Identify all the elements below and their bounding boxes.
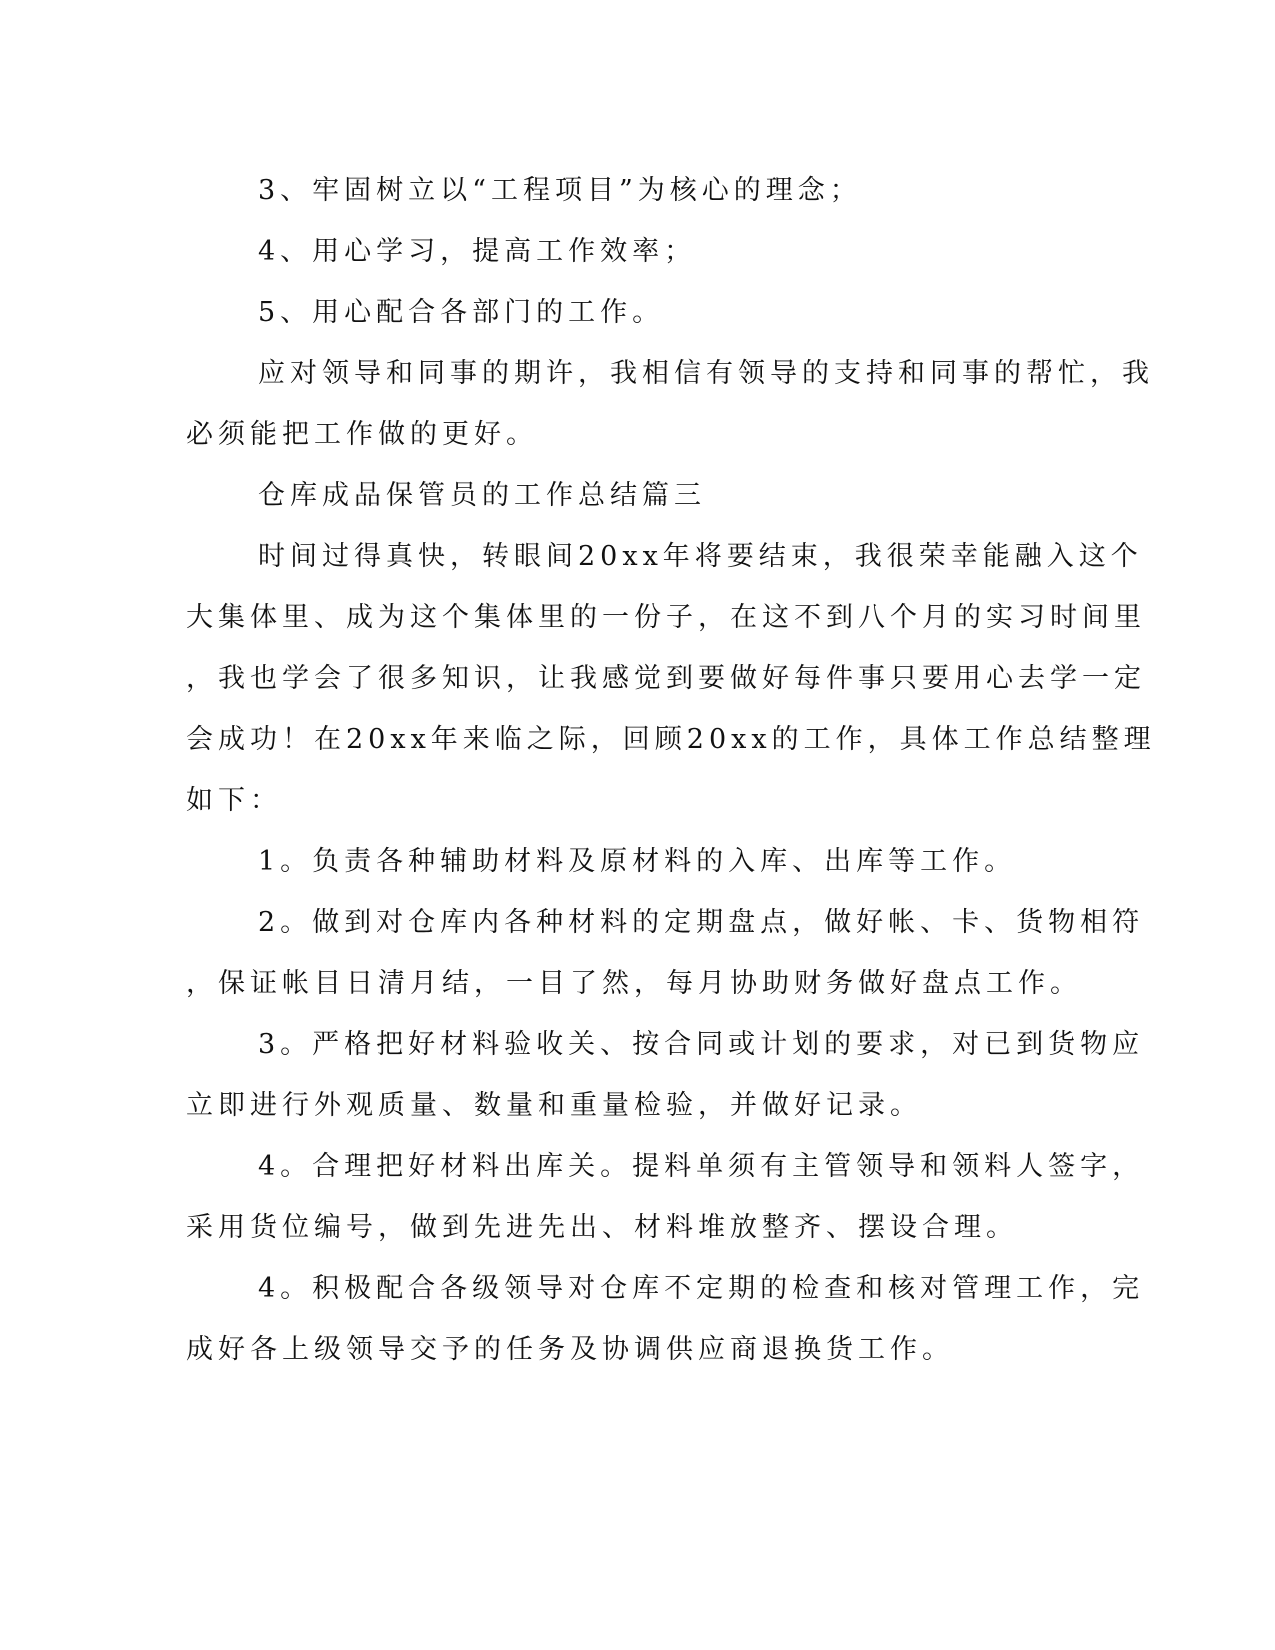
numbered-item-3-continued: 立即进行外观质量、数量和重量检验，并做好记录。 bbox=[186, 1090, 922, 1121]
list-item-4: 4、用心学习，提高工作效率； bbox=[258, 236, 697, 267]
numbered-item-4: 4。合理把好材料出库关。提料单须有主管领导和领料人签字， bbox=[258, 1151, 1145, 1182]
document-body bbox=[186, 160, 1156, 1380]
numbered-item-3: 3。严格把好材料验收关、按合同或计划的要求，对已到货物应 bbox=[258, 1029, 1145, 1060]
numbered-item-4-continued: 采用货位编号，做到先进先出、材料堆放整齐、摆设合理。 bbox=[186, 1212, 1018, 1243]
paragraph-line: 应对领导和同事的期许，我相信有领导的支持和同事的帮忙，我 bbox=[258, 358, 1154, 389]
list-item-3: 3、牢固树立以“工程项目”为核心的理念； bbox=[258, 175, 862, 206]
section-heading: 仓库成品保管员的工作总结篇三 bbox=[258, 480, 706, 511]
paragraph-line: 时间过得真快，转眼间20xx年将要结束，我很荣幸能融入这个 bbox=[258, 541, 1143, 572]
paragraph-line: ，我也学会了很多知识，让我感觉到要做好每件事只要用心去学一定 bbox=[186, 663, 1146, 694]
paragraph-line: 必须能把工作做的更好。 bbox=[186, 419, 538, 450]
numbered-item-4b: 4。积极配合各级领导对仓库不定期的检查和核对管理工作，完 bbox=[258, 1273, 1145, 1304]
numbered-item-4b-continued: 成好各上级领导交予的任务及协调供应商退换货工作。 bbox=[186, 1334, 954, 1365]
numbered-item-1: 1。负责各种辅助材料及原材料的入库、出库等工作。 bbox=[258, 846, 1017, 877]
paragraph-line: 会成功！在20xx年来临之际，回顾20xx的工作，具体工作总结整理 bbox=[186, 724, 1156, 755]
paragraph-line: 如下： bbox=[186, 785, 282, 816]
numbered-item-2-continued: ，保证帐目日清月结，一目了然，每月协助财务做好盘点工作。 bbox=[186, 968, 1082, 999]
list-item-5: 5、用心配合各部门的工作。 bbox=[258, 297, 665, 328]
paragraph-line: 大集体里、成为这个集体里的一份子，在这不到八个月的实习时间里 bbox=[186, 602, 1146, 633]
numbered-item-2: 2。做到对仓库内各种材料的定期盘点，做好帐、卡、货物相符 bbox=[258, 907, 1145, 938]
